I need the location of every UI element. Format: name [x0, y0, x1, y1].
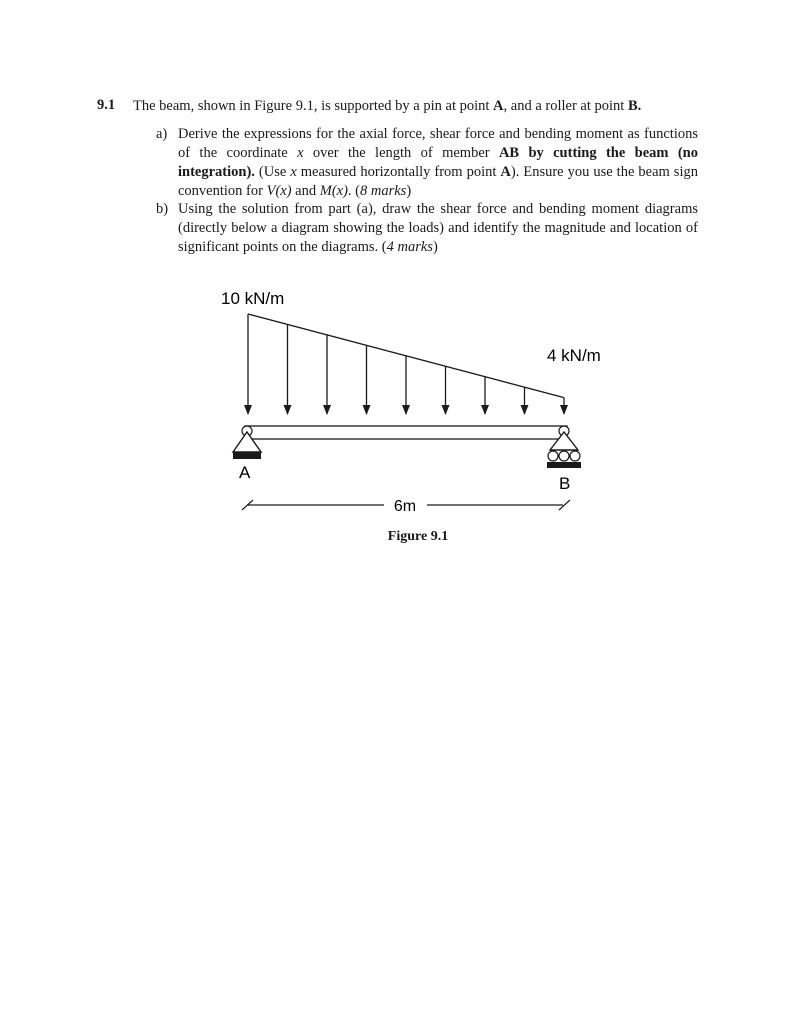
- question-number: 9.1: [97, 97, 116, 113]
- load-left-label: 10 kN/m: [221, 289, 285, 308]
- load-right-label: 4 kN/m: [547, 346, 601, 365]
- question-intro: The beam, shown in Figure 9.1, is supported by a pin at point A, and a roller at point B.: [133, 98, 642, 114]
- beam: [245, 426, 567, 439]
- part-a-text: Derive the expressions for the axial force, shear force and bending moment as functions of the coordinate x over the length of member AB by cutting the beam (no integration). (Use x measured horizontally from point A). Ensure you use the beam sign convention for V(x) and M(x). (8 marks): [178, 126, 698, 199]
- support-b-label: B: [559, 474, 571, 493]
- figure-caption: Figure 9.1: [387, 529, 449, 544]
- part-b-label: b): [156, 201, 169, 217]
- span-label: 6m: [393, 498, 417, 515]
- part-a-label: a): [156, 126, 168, 142]
- support-a-label: A: [239, 463, 251, 482]
- load-arrows: [248, 314, 564, 414]
- part-b-text: Using the solution from part (a), draw the shear force and bending moment diagrams (directly below a diagram showing the loads) and identify the magnitude and location of significant points on the diagrams. (4 marks): [178, 201, 698, 255]
